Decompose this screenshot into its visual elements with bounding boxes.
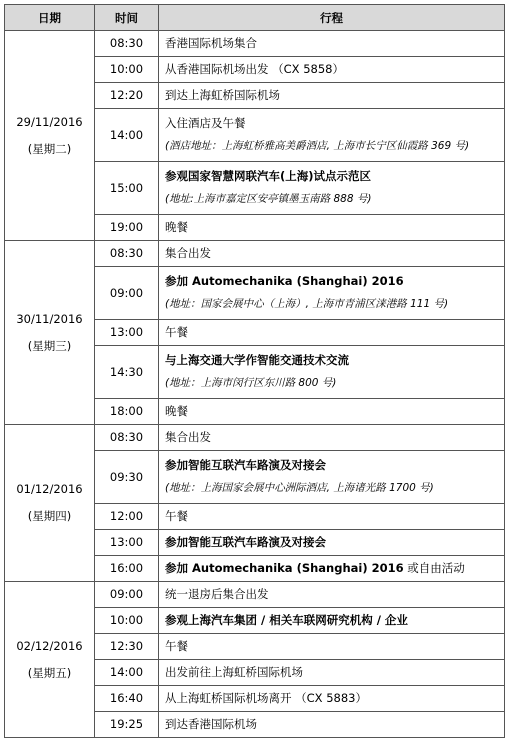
activity-cell [159,530,505,556]
time-cell: 09:00 [95,267,159,320]
activity-text [165,458,498,473]
day-date: 01/12/2016 [16,482,83,496]
itinerary-body [5,31,505,738]
activity-cell [159,241,505,267]
activity-text [165,691,498,706]
activity-text [165,36,498,51]
activity-cell [159,686,505,712]
activity-title: 入住酒店及午餐 [165,116,246,130]
day-weekday: (星期四) [27,509,72,523]
activity-title: 参加 Automechanika (Shanghai) 2016 [165,274,404,288]
itinerary-table [4,4,505,738]
activity-text [165,169,498,184]
activity-text [165,353,498,368]
activity-address-note: (地址:上海市嘉定区安亭镇墨玉南路 888 号) [165,193,372,205]
activity-title: 从香港国际机场出发 （CX 5858） [165,62,344,76]
time-cell: 10:00 [95,57,159,83]
activity-text [165,220,498,235]
activity-extra: 或自由活动 [403,561,465,575]
activity-cell [159,582,505,608]
activity-cell [159,109,505,162]
activity-title: 统一退房后集合出发 [165,587,269,601]
day-date: 30/11/2016 [16,311,83,326]
activity-cell [159,346,505,399]
activity-title: 晚餐 [165,220,188,234]
day-date-cell [5,31,95,241]
activity-title: 参观国家智慧网联汽车(上海)试点示范区 [165,169,372,183]
day-weekday: (星期五) [27,665,72,680]
activity-cell [159,215,505,241]
activity-cell [159,31,505,57]
time-cell: 09:30 [95,451,159,504]
itinerary-document [4,4,504,738]
header-itinerary: 行程 [159,5,505,31]
activity-text [165,665,498,680]
activity-text [165,639,498,654]
activity-title: 午餐 [165,509,188,523]
time-cell: 14:30 [95,346,159,399]
activity-text [165,587,498,602]
activity-cell [159,712,505,738]
day-weekday: (星期二) [27,141,72,156]
time-cell: 08:30 [95,425,159,451]
time-cell: 13:00 [95,530,159,556]
day-date: 29/11/2016 [16,114,83,129]
table-row [5,582,505,608]
activity-text [165,62,498,77]
activity-title: 午餐 [165,639,188,653]
activity-cell [159,399,505,425]
activity-title: 集合出发 [165,246,211,260]
activity-title: 参加智能互联汽车路演及对接会 [165,458,326,472]
activity-cell [159,634,505,660]
activity-cell [159,267,505,320]
day-date-cell [5,582,95,738]
activity-title: 出发前往上海虹桥国际机场 [165,665,303,679]
time-cell: 16:00 [95,556,159,582]
activity-text [165,274,498,289]
activity-cell [159,57,505,83]
activity-cell [159,556,505,582]
activity-text [165,246,498,261]
activity-address-note: (地址：国家会展中心（上海）, 上海市青浦区涞港路 111 号) [165,298,449,310]
time-cell: 16:40 [95,686,159,712]
time-cell: 12:00 [95,504,159,530]
activity-title: 晚餐 [165,404,188,418]
activity-title: 参观上海汽车集团 / 相关车联网研究机构 / 企业 [165,613,408,627]
day-date-cell [5,241,95,425]
activity-cell [159,425,505,451]
activity-address-note: (地址：上海国家会展中心洲际酒店, 上海诸光路 1700 号) [165,482,434,494]
activity-text [165,717,498,732]
activity-text [165,561,498,576]
activity-title: 与上海交通大学作智能交通技术交流 [165,353,349,367]
time-cell: 08:30 [95,241,159,267]
activity-title: 香港国际机场集合 [165,36,257,50]
activity-text [165,116,498,131]
activity-text [165,404,498,419]
activity-text [165,535,498,550]
activity-text [165,325,498,340]
table-row [5,425,505,451]
activity-title: 到达上海虹桥国际机场 [165,88,280,102]
activity-cell [159,320,505,346]
time-cell: 18:00 [95,399,159,425]
activity-cell [159,451,505,504]
activity-cell [159,504,505,530]
activity-cell [159,162,505,215]
activity-title: 午餐 [165,325,188,339]
activity-title: 集合出发 [165,430,211,444]
activity-text [165,613,498,628]
time-cell: 14:00 [95,660,159,686]
time-cell: 12:20 [95,83,159,109]
activity-title: 从上海虹桥国际机场离开 （CX 5883） [165,691,367,705]
header-time: 时间 [95,5,159,31]
day-date: 02/12/2016 [16,638,83,653]
header-date: 日期 [5,5,95,31]
time-cell: 14:00 [95,109,159,162]
activity-cell [159,608,505,634]
activity-cell [159,83,505,109]
activity-title: 参加 Automechanika (Shanghai) 2016 [165,561,404,575]
activity-address-note: (酒店地址：上海虹桥雅高美爵酒店, 上海市长宁区仙霞路 369 号) [165,140,470,152]
time-cell: 19:00 [95,215,159,241]
activity-address-note: (地址：上海市闵行区东川路 800 号) [165,377,337,389]
day-date-cell [5,425,95,582]
time-cell: 13:00 [95,320,159,346]
table-row [5,241,505,267]
activity-title: 到达香港国际机场 [165,717,257,731]
time-cell: 10:00 [95,608,159,634]
day-weekday: (星期三) [27,338,72,353]
time-cell: 15:00 [95,162,159,215]
activity-text [165,88,498,103]
time-cell: 09:00 [95,582,159,608]
activity-text [165,430,498,445]
activity-text [165,509,498,524]
time-cell: 08:30 [95,31,159,57]
activity-cell [159,660,505,686]
time-cell: 19:25 [95,712,159,738]
time-cell: 12:30 [95,634,159,660]
activity-title: 参加智能互联汽车路演及对接会 [165,535,326,549]
table-row [5,31,505,57]
header-row [5,5,505,31]
